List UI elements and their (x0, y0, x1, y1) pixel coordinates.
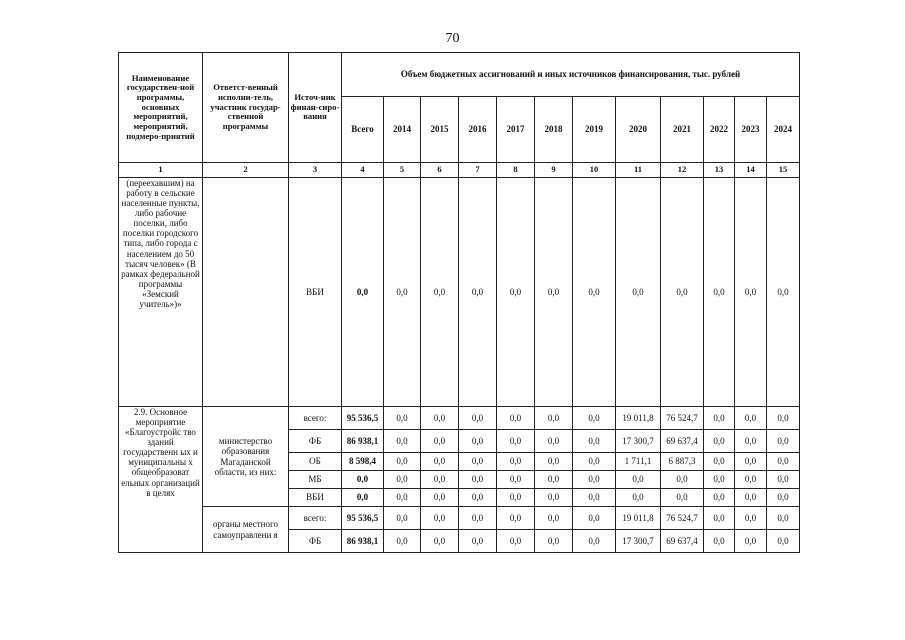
funding-source: всего: (289, 507, 342, 530)
header-budget-volume: Объем бюджетных ассигнований и иных источников финансирования, тыс. рублей (342, 53, 800, 97)
year-value: 0,0 (421, 407, 459, 430)
header-year: 2022 (704, 97, 735, 163)
year-value: 0,0 (616, 489, 661, 507)
header-program-name: Наименование государствен-ной программы, основных мероприятий, мероприятий, подмеро-приятий (119, 53, 203, 163)
year-value: 69 637,4 (661, 430, 704, 453)
header-year: 2019 (573, 97, 616, 163)
funding-source: МБ (289, 471, 342, 489)
column-number: 10 (573, 163, 616, 178)
header-year: 2017 (497, 97, 535, 163)
header-year: 2016 (459, 97, 497, 163)
year-value: 0,0 (459, 471, 497, 489)
column-number: 4 (342, 163, 384, 178)
year-value: 0,0 (535, 471, 573, 489)
header-year: 2018 (535, 97, 573, 163)
year-value: 0,0 (497, 530, 535, 553)
year-value: 76 524,7 (661, 507, 704, 530)
year-value: 0,0 (384, 178, 421, 407)
year-value: 0,0 (573, 507, 616, 530)
table-row (119, 178, 800, 407)
column-number: 11 (616, 163, 661, 178)
year-value: 0,0 (735, 178, 767, 407)
year-value: 69 637,4 (661, 530, 704, 553)
year-value: 0,0 (661, 178, 704, 407)
year-value: 0,0 (459, 178, 497, 407)
year-value: 0,0 (535, 430, 573, 453)
header-year: 2014 (384, 97, 421, 163)
year-value: 0,0 (735, 407, 767, 430)
total-value: 95 536,5 (342, 507, 384, 530)
year-value: 0,0 (767, 178, 800, 407)
total-value: 86 938,1 (342, 430, 384, 453)
year-value: 0,0 (497, 453, 535, 471)
column-number: 12 (661, 163, 704, 178)
column-number: 5 (384, 163, 421, 178)
column-number: 2 (203, 163, 289, 178)
column-number: 15 (767, 163, 800, 178)
year-value: 0,0 (573, 530, 616, 553)
year-value: 0,0 (459, 407, 497, 430)
year-value: 0,0 (704, 178, 735, 407)
year-value: 0,0 (704, 407, 735, 430)
year-value: 0,0 (421, 489, 459, 507)
total-value: 0,0 (342, 489, 384, 507)
table-row (119, 507, 800, 530)
year-value: 0,0 (573, 453, 616, 471)
funding-source: ФБ (289, 430, 342, 453)
year-value: 0,0 (573, 178, 616, 407)
measure-name: 2.9. Основное мероприятие «Благоустройс тво зданий государственн ых и муниципальны х общеобразоват ельных организаций в целях (119, 407, 203, 553)
year-value: 0,0 (459, 489, 497, 507)
header-row-group (119, 53, 800, 97)
total-value: 95 536,5 (342, 407, 384, 430)
total-value: 8 598,4 (342, 453, 384, 471)
year-value: 0,0 (767, 530, 800, 553)
year-value: 17 300,7 (616, 430, 661, 453)
year-value: 0,0 (735, 530, 767, 553)
year-value: 0,0 (497, 178, 535, 407)
year-value: 0,0 (704, 430, 735, 453)
column-number: 6 (421, 163, 459, 178)
executor-ministry: министерство образования Магаданской области, из них: (203, 407, 289, 507)
year-value: 0,0 (497, 507, 535, 530)
year-value: 0,0 (384, 430, 421, 453)
table-row (119, 407, 800, 430)
year-value: 0,0 (735, 507, 767, 530)
year-value: 6 887,3 (661, 453, 704, 471)
executor-local-government: органы местного самоуправлени я (203, 507, 289, 553)
year-value: 19 011,8 (616, 507, 661, 530)
year-value: 0,0 (573, 430, 616, 453)
header-total: Всего (342, 97, 384, 163)
year-value: 0,0 (704, 471, 735, 489)
year-value: 17 300,7 (616, 530, 661, 553)
funding-source: всего: (289, 407, 342, 430)
year-value: 0,0 (573, 471, 616, 489)
year-value: 0,0 (421, 430, 459, 453)
year-value: 0,0 (767, 453, 800, 471)
year-value: 0,0 (573, 407, 616, 430)
header-year: 2015 (421, 97, 459, 163)
year-value: 0,0 (704, 453, 735, 471)
year-value: 0,0 (735, 489, 767, 507)
year-value: 0,0 (767, 507, 800, 530)
year-value: 0,0 (616, 178, 661, 407)
year-value: 0,0 (767, 489, 800, 507)
year-value: 0,0 (767, 430, 800, 453)
year-value: 0,0 (735, 453, 767, 471)
year-value: 0,0 (384, 453, 421, 471)
year-value: 1 711,1 (616, 453, 661, 471)
column-number-row (119, 163, 800, 178)
year-value: 0,0 (421, 471, 459, 489)
year-value: 0,0 (535, 489, 573, 507)
year-value: 0,0 (535, 407, 573, 430)
year-value: 0,0 (767, 407, 800, 430)
column-number: 1 (119, 163, 203, 178)
funding-source: ВБИ (289, 489, 342, 507)
header-year: 2021 (661, 97, 704, 163)
year-value: 0,0 (661, 489, 704, 507)
year-value: 0,0 (535, 453, 573, 471)
year-value: 0,0 (497, 471, 535, 489)
year-value: 0,0 (384, 489, 421, 507)
column-number: 9 (535, 163, 573, 178)
year-value: 0,0 (421, 453, 459, 471)
header-executor: Ответст-венный исполни-тель, участник государ-ственной программы (203, 53, 289, 163)
executor-cell-empty (203, 178, 289, 407)
year-value: 0,0 (497, 430, 535, 453)
year-value: 0,0 (459, 530, 497, 553)
year-value: 0,0 (497, 407, 535, 430)
funding-source: ФБ (289, 530, 342, 553)
year-value: 0,0 (735, 430, 767, 453)
year-value: 0,0 (384, 507, 421, 530)
budget-table (118, 52, 800, 553)
year-value: 0,0 (384, 471, 421, 489)
year-value: 0,0 (704, 530, 735, 553)
year-value: 0,0 (421, 530, 459, 553)
column-number: 3 (289, 163, 342, 178)
header-year: 2023 (735, 97, 767, 163)
header-year: 2020 (616, 97, 661, 163)
funding-source: ОБ (289, 453, 342, 471)
year-value: 0,0 (497, 489, 535, 507)
year-value: 0,0 (535, 507, 573, 530)
year-value: 0,0 (704, 507, 735, 530)
column-number: 13 (704, 163, 735, 178)
year-value: 0,0 (421, 178, 459, 407)
year-value: 0,0 (704, 489, 735, 507)
year-value: 0,0 (535, 530, 573, 553)
year-value: 0,0 (384, 530, 421, 553)
funding-source: ВБИ (289, 178, 342, 407)
measure-name-continuation: (переехавшим) на работу в сельские населенные пункты, либо рабочие поселки, либо поселки городского типа, либо города с населением до 50 тысяч человек» (В рамках федеральной программы «Земский учитель»)» (119, 178, 203, 407)
year-value: 0,0 (459, 430, 497, 453)
year-value: 0,0 (384, 407, 421, 430)
year-value: 0,0 (767, 471, 800, 489)
total-value: 86 938,1 (342, 530, 384, 553)
page-number: 70 (445, 31, 460, 46)
year-value: 19 011,8 (616, 407, 661, 430)
column-number: 14 (735, 163, 767, 178)
year-value: 0,0 (616, 471, 661, 489)
year-value: 0,0 (573, 489, 616, 507)
year-value: 0,0 (421, 507, 459, 530)
year-value: 76 524,7 (661, 407, 704, 430)
year-value: 0,0 (459, 453, 497, 471)
year-value: 0,0 (661, 471, 704, 489)
total-value: 0,0 (342, 178, 384, 407)
year-value: 0,0 (735, 471, 767, 489)
header-funding-source: Источ-ник финан-сиро-вания (289, 53, 342, 163)
year-value: 0,0 (535, 178, 573, 407)
total-value: 0,0 (342, 471, 384, 489)
year-value: 0,0 (459, 507, 497, 530)
column-number: 8 (497, 163, 535, 178)
column-number: 7 (459, 163, 497, 178)
header-year: 2024 (767, 97, 800, 163)
